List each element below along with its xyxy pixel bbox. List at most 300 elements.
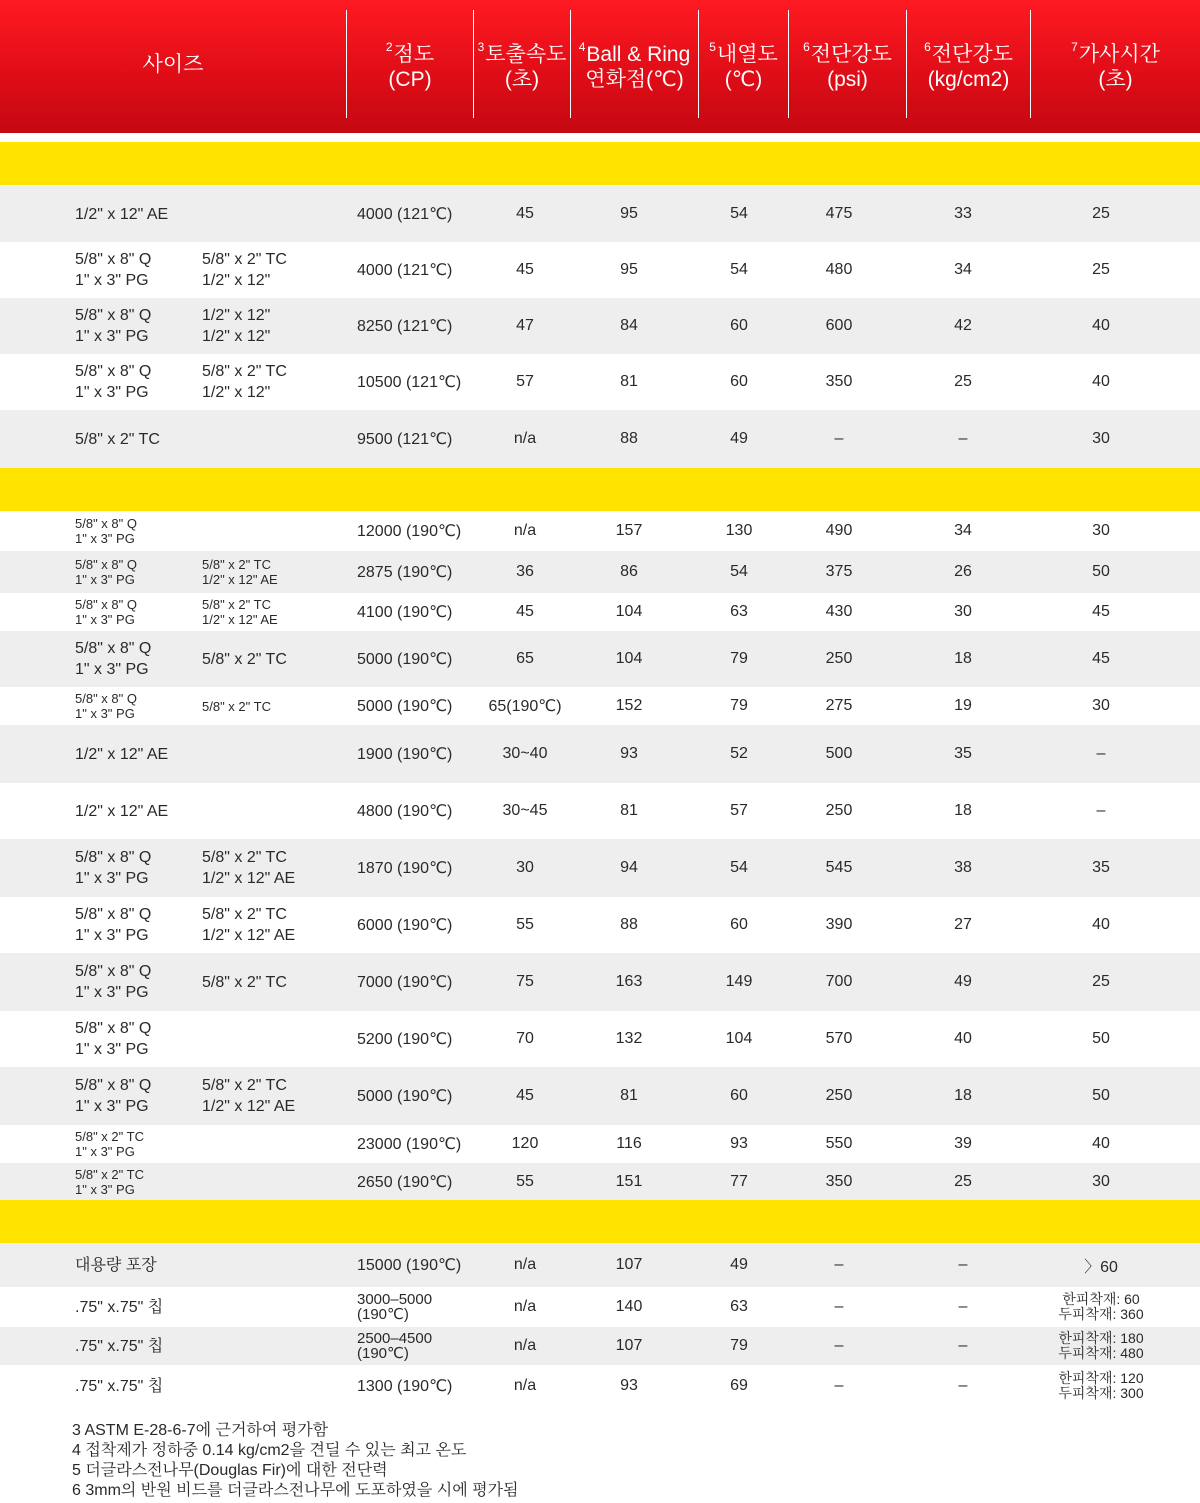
heat-cell: 60 [730, 916, 748, 933]
table-row [0, 953, 1200, 1011]
ball-cell: 107 [615, 1337, 643, 1354]
header-open-time: $^7$가사시간 (초) [1071, 39, 1160, 91]
size-primary [75, 897, 151, 953]
table-row [0, 725, 1200, 783]
kg-cell: 34 [954, 522, 972, 539]
table-header [0, 0, 1200, 133]
psi-cell: 545 [825, 859, 853, 876]
psi-cell: 250 [825, 650, 853, 667]
disp-cell: 30 [516, 859, 534, 876]
size-line: 5/8" x 8" Q [75, 251, 152, 268]
size-line: 1" x 3" PG [75, 272, 149, 289]
viscosity-cell [357, 1327, 477, 1365]
size-line: 1" x 3" PG [75, 612, 135, 627]
kg-cell: 38 [954, 859, 972, 876]
psi-cell: 375 [825, 563, 853, 580]
size-primary [75, 1163, 144, 1200]
visc-cell: 5000 (190℃) [357, 651, 453, 668]
size-primary [75, 298, 151, 354]
section-band [0, 1200, 1200, 1243]
table-row [0, 687, 1200, 725]
size-line: .75" x.75" 칩 [75, 1337, 164, 1355]
footnote: 5 더글라스전나무(Douglas Fir)에 대한 전단력 [72, 1462, 388, 1479]
kg-cell: 42 [954, 317, 972, 334]
size-line: 1" x 3" PG [75, 1144, 135, 1159]
heat-cell: 49 [730, 1256, 748, 1273]
open-time-cell [1056, 1287, 1146, 1327]
kg-cell: – [958, 1298, 968, 1315]
size-line: 5/8" x 2" TC [202, 849, 287, 866]
ball-cell: 104 [615, 650, 643, 667]
disp-cell: n/a [513, 522, 537, 539]
size-line: 1/2" x 12" AE [75, 802, 169, 820]
size-secondary [202, 953, 287, 1011]
size-line: 1/2" x 12" AE [202, 870, 296, 887]
size-primary [75, 551, 137, 593]
heat-cell: 54 [730, 205, 748, 222]
cell-line: 한피착재: 180 [1058, 1330, 1144, 1346]
cell-line: 두피착재: 300 [1058, 1385, 1144, 1401]
kg-cell: 49 [954, 973, 972, 990]
open-cell: 45 [1092, 603, 1110, 620]
size-primary [75, 511, 137, 551]
kg-cell: 40 [954, 1030, 972, 1047]
size-line: 1/2" x 12" AE [202, 572, 278, 587]
size-line: 1/2" x 12" AE [202, 1098, 296, 1115]
psi-cell: 600 [825, 317, 853, 334]
size-secondary [202, 242, 287, 298]
open-cell: 30 [1092, 430, 1110, 447]
heat-cell: 63 [730, 603, 748, 620]
size-primary [75, 1011, 151, 1067]
size-line: 1/2" x 12" AE [202, 612, 278, 627]
heat-cell: 57 [730, 802, 748, 819]
size-secondary [202, 839, 295, 897]
heat-cell: 130 [725, 522, 753, 539]
open-cell: – [1096, 802, 1106, 819]
visc-cell: 7000 (190℃) [357, 974, 453, 991]
heat-cell: 60 [730, 1087, 748, 1104]
table-row [0, 1287, 1200, 1327]
visc-cell: 4000 (121℃) [357, 206, 453, 223]
kg-cell: – [958, 430, 968, 447]
open-cell: 25 [1092, 261, 1110, 278]
size-secondary [202, 1067, 295, 1125]
disp-cell: 30~45 [502, 802, 548, 819]
size-line: 1" x 3" PG [75, 927, 149, 944]
open-cell: 40 [1092, 373, 1110, 390]
disp-cell: 30~40 [502, 745, 548, 762]
size-primary [75, 1327, 163, 1365]
table-row [0, 631, 1200, 687]
disp-cell: n/a [513, 1337, 537, 1354]
table-row [0, 1327, 1200, 1365]
ball-cell: 104 [615, 603, 643, 620]
size-line: 1/2" x 12" AE [202, 927, 296, 944]
table-row [0, 593, 1200, 631]
psi-cell: 350 [825, 373, 853, 390]
psi-cell: 475 [825, 205, 853, 222]
disp-cell: 36 [516, 563, 534, 580]
size-secondary [202, 298, 270, 354]
open-cell: 40 [1092, 317, 1110, 334]
table-row [0, 1011, 1200, 1067]
kg-cell: 35 [954, 745, 972, 762]
disp-cell: 65(190℃) [488, 698, 562, 715]
header-shear-psi: $^6$전단강도 (psi) [803, 39, 892, 91]
footnote: 6 3mm의 반원 비드를 더글라스전나무에 도포하였을 시에 평가됨 [72, 1482, 519, 1499]
size-line: 5/8" x 8" Q [75, 597, 137, 612]
open-cell: 50 [1092, 563, 1110, 580]
size-line: 1" x 3" PG [75, 384, 149, 401]
table-row [0, 551, 1200, 593]
psi-cell: – [834, 1337, 844, 1354]
size-secondary [202, 551, 278, 593]
kg-cell: 34 [954, 261, 972, 278]
psi-cell: 430 [825, 603, 853, 620]
kg-cell: 26 [954, 563, 972, 580]
size-line: 1/2" x 12" [202, 272, 271, 289]
size-secondary [202, 354, 287, 410]
visc-cell: 1870 (190℃) [357, 860, 453, 877]
cell-line: (190℃) [357, 1306, 409, 1323]
size-primary [75, 953, 151, 1011]
visc-cell: 6000 (190℃) [357, 917, 453, 934]
size-line: 1" x 3" PG [75, 661, 149, 678]
ball-cell: 157 [615, 522, 643, 539]
heat-cell: 104 [725, 1030, 753, 1047]
size-line: 1" x 3" PG [75, 1098, 149, 1115]
size-primary [75, 725, 168, 783]
cell-line: (190℃) [357, 1345, 409, 1362]
size-primary [75, 1067, 151, 1125]
disp-cell: 70 [516, 1030, 534, 1047]
psi-cell: 250 [825, 1087, 853, 1104]
disp-cell: 45 [516, 1087, 534, 1104]
kg-cell: 33 [954, 205, 972, 222]
size-line: 1/2" x 12" AE [75, 205, 169, 223]
psi-cell: – [834, 1256, 844, 1273]
viscosity-cell [357, 1287, 477, 1327]
ball-cell: 84 [620, 317, 638, 334]
section-band [0, 142, 1200, 185]
ball-cell: 163 [615, 973, 643, 990]
psi-cell: 275 [825, 697, 853, 714]
kg-cell: 18 [954, 1087, 972, 1104]
psi-cell: 490 [825, 522, 853, 539]
ball-cell: 151 [615, 1172, 643, 1190]
size-primary [75, 593, 137, 631]
disp-cell: 45 [516, 603, 534, 620]
cell-line: 3000–5000 [357, 1291, 433, 1308]
size-line: 5/8" x 2" TC [202, 698, 271, 714]
open-cell: 30 [1092, 522, 1110, 539]
psi-cell: – [834, 1377, 844, 1394]
visc-cell: 2875 (190℃) [357, 564, 453, 581]
size-line: 5/8" x 8" Q [75, 557, 137, 572]
open-cell: – [1096, 745, 1106, 762]
size-line: 5/8" x 8" Q [75, 307, 152, 324]
visc-cell: 23000 (190℃) [357, 1136, 462, 1153]
kg-cell: 25 [954, 1172, 972, 1190]
psi-cell: 550 [825, 1135, 853, 1152]
kg-cell: 18 [954, 650, 972, 667]
section-band [0, 468, 1200, 511]
cell-line: 두피착재: 480 [1058, 1345, 1144, 1361]
psi-cell: 390 [825, 916, 853, 933]
size-line: 5/8" x 8" Q [75, 1020, 152, 1037]
visc-cell: 1900 (190℃) [357, 746, 453, 763]
psi-cell: 480 [825, 261, 853, 278]
kg-cell: 39 [954, 1135, 972, 1152]
heat-cell: 60 [730, 317, 748, 334]
visc-cell: 9500 (121℃) [357, 431, 453, 448]
size-line: 5/8" x 2" TC [75, 1166, 144, 1182]
size-line: 5/8" x 2" TC [202, 973, 287, 991]
disp-cell: 75 [516, 973, 534, 990]
visc-cell: 5000 (190℃) [357, 698, 453, 715]
size-line: 1" x 3" PG [75, 572, 135, 587]
cell-line: 2500–4500 [357, 1330, 433, 1347]
visc-cell: 8250 (121℃) [357, 318, 453, 335]
ball-cell: 107 [615, 1256, 643, 1273]
heat-cell: 54 [730, 563, 748, 580]
open-cell: 50 [1092, 1087, 1110, 1104]
open-time-cell [1056, 1365, 1146, 1407]
visc-cell: 2650 (190℃) [357, 1173, 453, 1191]
open-cell: 〉60 [1084, 1258, 1118, 1276]
header-ball-ring: $^4$Ball & Ring 연화점(℃) [578, 39, 691, 91]
ball-cell: 152 [615, 697, 643, 714]
size-line: 5/8" x 8" Q [75, 691, 137, 706]
open-cell: 45 [1092, 650, 1110, 667]
size-primary [75, 1243, 157, 1287]
size-line: 대용량 포장 [75, 1256, 157, 1274]
kg-cell: 30 [954, 603, 972, 620]
size-line: 1" x 3" PG [75, 1041, 149, 1058]
kg-cell: 27 [954, 916, 972, 933]
header-viscosity: $^2$점도 (CP) [385, 39, 435, 91]
disp-cell: 55 [516, 1172, 534, 1190]
size-primary [75, 631, 151, 687]
header-shear-kg: $^6$전단강도 (kg/cm2) [924, 39, 1013, 91]
size-line: 1" x 3" PG [75, 328, 149, 345]
disp-cell: 45 [516, 205, 534, 222]
table-row [0, 298, 1200, 354]
heat-cell: 60 [730, 373, 748, 390]
disp-cell: 57 [516, 373, 534, 390]
visc-cell: 4000 (121℃) [357, 262, 453, 279]
ball-cell: 81 [620, 373, 638, 390]
heat-cell: 54 [730, 859, 748, 876]
open-cell: 30 [1092, 1172, 1110, 1190]
size-line: 5/8" x 8" Q [75, 906, 152, 923]
kg-cell: – [958, 1377, 968, 1394]
kg-cell: – [958, 1256, 968, 1273]
psi-cell: 250 [825, 802, 853, 819]
heat-cell: 93 [730, 1135, 748, 1152]
size-line: 5/8" x 2" TC [75, 1129, 144, 1144]
footnote: 3 ASTM E-28-6-7에 근거하여 평가함 [72, 1422, 329, 1439]
psi-cell: – [834, 430, 844, 447]
header-heat-resistance: $^5$내열도 (℃) [709, 39, 778, 91]
open-cell: 25 [1092, 973, 1110, 990]
size-secondary [202, 897, 295, 953]
table-row [0, 783, 1200, 839]
ball-cell: 88 [620, 916, 638, 933]
visc-cell: 15000 (190℃) [357, 1257, 462, 1274]
table-row [0, 1163, 1200, 1200]
size-primary [75, 839, 151, 897]
visc-cell: 5200 (190℃) [357, 1031, 453, 1048]
footnote: 4 접착제가 정하중 0.14 kg/cm2을 견딜 수 있는 최고 온도 [72, 1442, 467, 1459]
visc-cell: 5000 (190℃) [357, 1088, 453, 1105]
kg-cell: 25 [954, 373, 972, 390]
heat-cell: 79 [730, 697, 748, 714]
kg-cell: 18 [954, 802, 972, 819]
ball-cell: 95 [620, 261, 638, 278]
heat-cell: 52 [730, 745, 748, 762]
disp-cell: n/a [513, 1377, 537, 1394]
size-line: 5/8" x 2" TC [202, 363, 287, 380]
ball-cell: 81 [620, 802, 638, 819]
size-line: 5/8" x 8" Q [75, 640, 152, 657]
ball-cell: 132 [615, 1030, 643, 1047]
disp-cell: n/a [513, 1298, 537, 1315]
disp-cell: n/a [513, 1256, 537, 1273]
size-line: 1/2" x 12" [202, 307, 271, 324]
kg-cell: 19 [954, 697, 972, 714]
size-primary [75, 186, 168, 242]
table-row [0, 1125, 1200, 1163]
size-line: 5/8" x 2" TC [75, 430, 160, 448]
size-secondary [202, 593, 278, 631]
table-row [0, 410, 1200, 468]
cell-line: 한피착재: 120 [1058, 1370, 1144, 1386]
table-row [0, 1067, 1200, 1125]
disp-cell: 120 [511, 1135, 539, 1152]
size-secondary [202, 687, 271, 725]
table-row [0, 511, 1200, 551]
size-line: 5/8" x 8" Q [75, 1077, 152, 1094]
heat-cell: 49 [730, 430, 748, 447]
heat-cell: 77 [730, 1172, 748, 1190]
ball-cell: 81 [620, 1087, 638, 1104]
size-primary [75, 410, 160, 468]
ball-cell: 93 [620, 1377, 638, 1394]
size-line: 1/2" x 12" [202, 384, 271, 401]
size-line: 5/8" x 2" TC [202, 650, 287, 668]
open-cell: 35 [1092, 859, 1110, 876]
visc-cell: 4800 (190℃) [357, 803, 453, 820]
table-row [0, 1243, 1200, 1287]
heat-cell: 149 [725, 973, 753, 990]
ball-cell: 116 [616, 1135, 642, 1152]
ball-cell: 86 [620, 563, 638, 580]
table-row [0, 354, 1200, 410]
ball-cell: 94 [620, 859, 638, 876]
visc-cell: 10500 (121℃) [357, 374, 462, 391]
disp-cell: 45 [516, 261, 534, 278]
disp-cell: 65 [516, 650, 534, 667]
footnotes [72, 1421, 519, 1501]
open-time-cell [1056, 1327, 1146, 1365]
size-line: 1" x 3" PG [75, 984, 149, 1001]
heat-cell: 69 [730, 1377, 748, 1394]
visc-cell: 4100 (190℃) [357, 604, 453, 621]
table-row [0, 242, 1200, 298]
size-line: 5/8" x 8" Q [75, 963, 152, 980]
open-cell: 25 [1092, 205, 1110, 222]
size-line: 5/8" x 2" TC [202, 251, 287, 268]
size-line: 5/8" x 2" TC [202, 906, 287, 923]
cell-line: 한피착재: 60 [1062, 1291, 1140, 1307]
kg-cell: – [958, 1337, 968, 1354]
size-line: 1" x 3" PG [75, 1181, 135, 1197]
visc-cell: 1300 (190℃) [357, 1378, 453, 1395]
size-line: 1/2" x 12" AE [75, 745, 169, 763]
psi-cell: 570 [825, 1030, 853, 1047]
open-cell: 30 [1092, 697, 1110, 714]
table-row [0, 1365, 1200, 1407]
psi-cell: 350 [825, 1172, 853, 1190]
size-primary [75, 1125, 144, 1163]
size-line: 5/8" x 8" Q [75, 849, 152, 866]
disp-cell: 47 [516, 317, 534, 334]
open-cell: 50 [1092, 1030, 1110, 1047]
size-line: 1" x 3" PG [75, 531, 135, 546]
size-primary [75, 1365, 163, 1407]
header-size: 사이즈 [142, 52, 204, 76]
size-line: 1" x 3" PG [75, 706, 135, 721]
size-line: 5/8" x 2" TC [202, 1077, 287, 1094]
size-line: 1" x 3" PG [75, 870, 149, 887]
size-line: 5/8" x 8" Q [75, 516, 137, 531]
size-secondary [202, 631, 287, 687]
table-row [0, 897, 1200, 953]
disp-cell: n/a [513, 430, 537, 447]
open-cell: 40 [1092, 916, 1110, 933]
size-line: 5/8" x 8" Q [75, 363, 152, 380]
disp-cell: 55 [516, 916, 534, 933]
size-primary [75, 242, 151, 298]
ball-cell: 95 [620, 205, 638, 222]
heat-cell: 54 [730, 261, 748, 278]
size-primary [75, 783, 168, 839]
size-line: .75" x.75" 칩 [75, 1377, 164, 1395]
size-primary [75, 1287, 163, 1327]
psi-cell: 700 [825, 973, 853, 990]
psi-cell: – [834, 1298, 844, 1315]
cell-line: 두피착재: 360 [1058, 1306, 1144, 1322]
heat-cell: 79 [730, 1337, 748, 1354]
header-dispense-speed: $^3$토출속도 (초) [477, 39, 567, 91]
table-row [0, 839, 1200, 897]
open-cell: 40 [1092, 1135, 1110, 1152]
ball-cell: 88 [620, 430, 638, 447]
size-line: 5/8" x 2" TC [202, 557, 271, 572]
heat-cell: 63 [730, 1298, 748, 1315]
heat-cell: 79 [730, 650, 748, 667]
ball-cell: 93 [620, 745, 638, 762]
size-line: 5/8" x 2" TC [202, 597, 271, 612]
psi-cell: 500 [825, 745, 853, 762]
ball-cell: 140 [615, 1298, 643, 1315]
table-row [0, 186, 1200, 242]
size-primary [75, 687, 137, 725]
size-line: 1/2" x 12" [202, 328, 271, 345]
size-line: .75" x.75" 칩 [75, 1298, 164, 1316]
